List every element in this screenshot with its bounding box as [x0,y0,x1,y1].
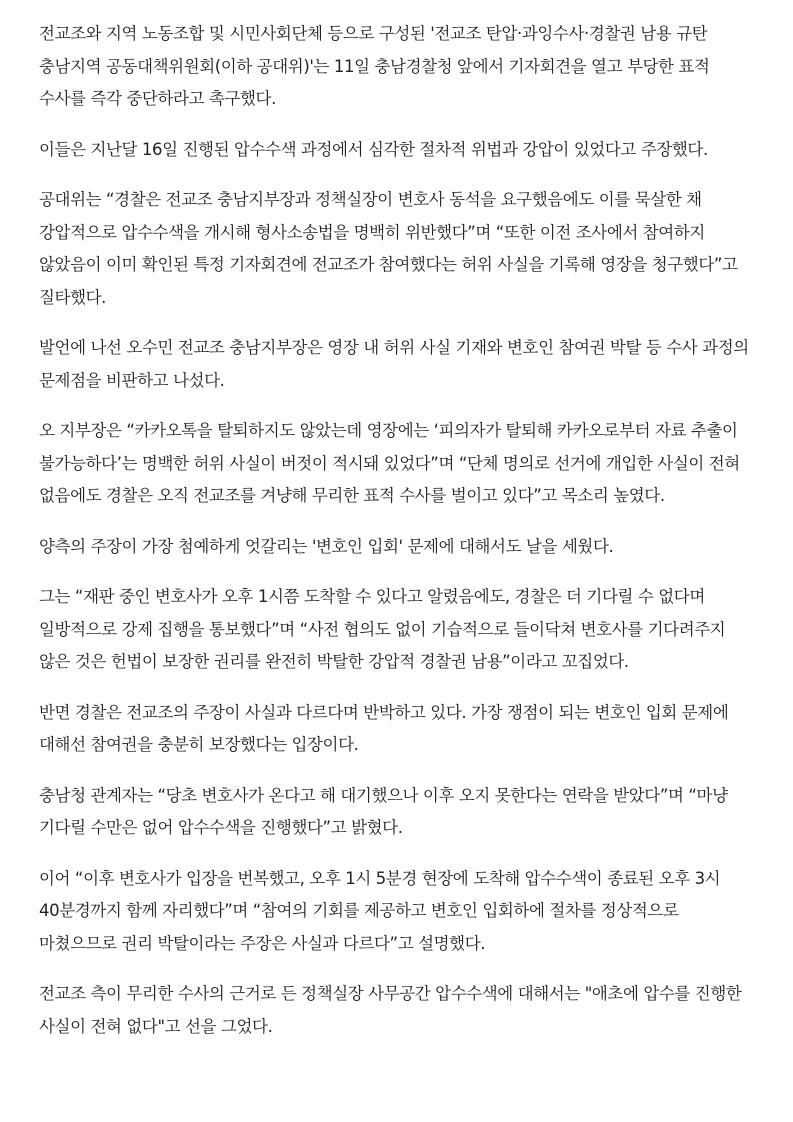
article-paragraph: 공대위는 “경찰은 전교조 충남지부장과 정책실장이 변호사 동석을 요구했음에도 이를 묵살한 채 강압적으로 압수수색을 개시해 형사소송법을 명백히 위반했다”며 “또한 이전 조사에서 참여하지 않았음이 이미 확인된 특정 기자회견에 전교조가 참여했다는 허위 사실을 기록해 영장을 청구했다”고 질타했다. [39,190,738,307]
article-paragraph: 그는 “재판 중인 변호사가 오후 1시쯤 도착할 수 있다고 알렸음에도, 경찰은 더 기다릴 수 없다며 일방적으로 강제 집행을 통보했다”며 “사전 협의도 없이 기습적으로 들이닥쳐 변호사를 기다려주지 않은 것은 헌법이 보장한 권리를 완전히 박탈한 강압적 경찰권 남용”이라고 꼬집었다. [39,587,726,671]
article-paragraph: 반면 경찰은 전교조의 주장이 사실과 다르다며 반박하고 있다. 가장 쟁점이 되는 변호인 입회 문제에 대해선 참여권을 충분히 보장했다는 입장이다. [39,702,729,754]
article-paragraph: 발언에 나선 오수민 전교조 충남지부장은 영장 내 허위 사실 기재와 변호인 참여권 박탈 등 수사 과정의 문제점을 비판하고 나섰다. [39,338,749,390]
article-paragraph: 이어 “이후 변호사가 입장을 번복했고, 오후 1시 5분경 현장에 도착해 압수수색이 종료된 오후 3시 40분경까지 함께 자리했다”며 “참여의 기회를 제공하고 변호인 입회하에 절차를 정상적으로 마쳤으므로 권리 박탈이라는 주장은 사실과 다르다”고 설명했다. [39,868,721,953]
article-paragraph: 충남청 관계자는 “당초 변호사가 온다고 해 대기했으나 이후 오지 못한다는 연락을 받았다”며 “마냥 기다릴 수만은 없어 압수수색을 진행했다”고 밝혔다. [39,785,728,837]
article-paragraph: 오 지부장은 “카카오톡을 탈퇴하지도 않았는데 영장에는 ‘피의자가 탈퇴해 카카오로부터 자료 추출이 불가능하다’는 명백한 허위 사실이 버젓이 적시돼 있었다”며 “단체 명의로 선거에 개입한 사실이 전혀 없음에도 경찰은 오직 전교조를 겨냥해 무리한 표적 수사를 벌이고 있다”고 목소리 높였다. [39,421,740,505]
article-paragraph: 전교조와 지역 노동조합 및 시민사회단체 등으로 구성된 '전교조 탄압·과잉수사·경찰권 남용 규탄 충남지역 공동대책위원회(이하 공대위)'는 11일 충남경찰청 앞에서 기자회견을 열고 부당한 표적 수사를 즉각 중단하라고 촉구했다. [39,24,710,108]
article-paragraph: 양측의 주장이 가장 첨예하게 엇갈리는 '변호인 입회' 문제에 대해서도 날을 세웠다. [39,536,614,556]
article-paragraph: 전교조 측이 무리한 수사의 근거로 든 정책실장 사무공간 압수수색에 대해서는 "애초에 압수를 진행한 사실이 전혀 없다"고 선을 그었다. [39,984,742,1036]
article-paragraph: 이들은 지난달 16일 진행된 압수수색 과정에서 심각한 절차적 위법과 강압이 있었다고 주장했다. [39,139,708,159]
article-body [39,18,757,1061]
